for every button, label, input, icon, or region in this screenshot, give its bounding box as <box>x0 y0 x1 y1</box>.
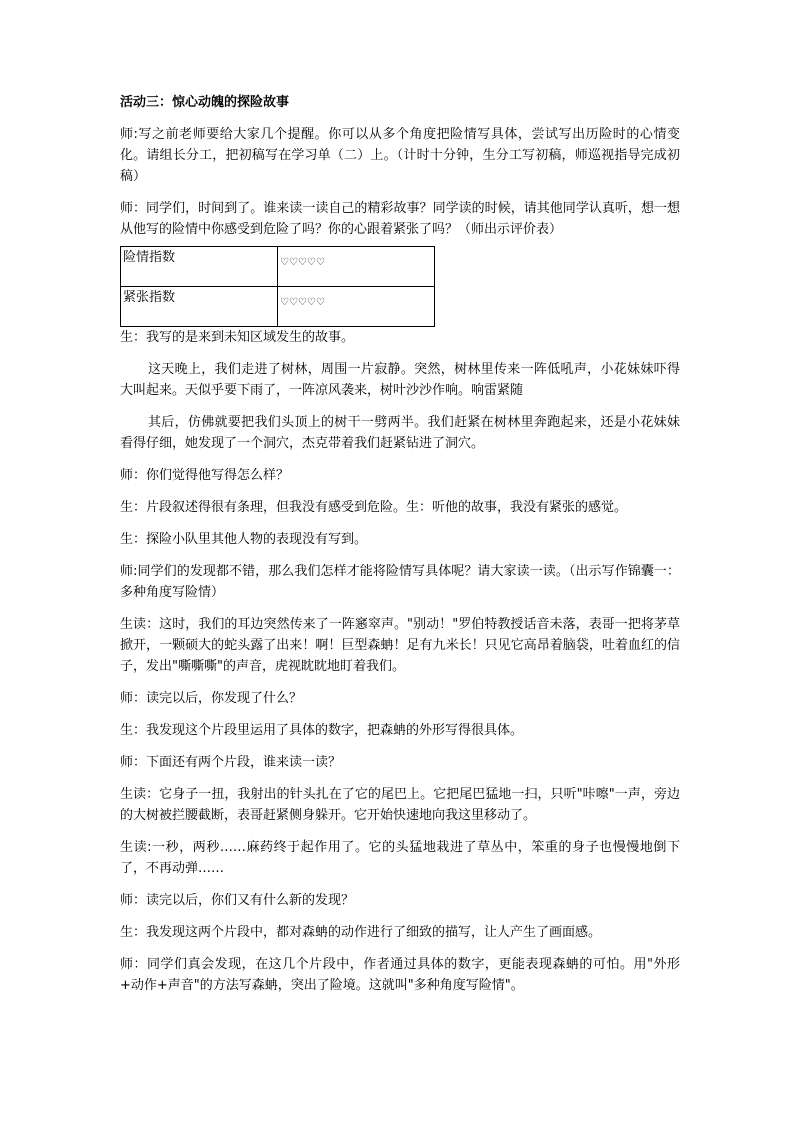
dialogue-paragraph: 生读：它身子一扭，我射出的针头扎在了它的尾巴上。它把尾巴猛地一扫，只听"咔嚓"一声，旁边的大树被拦腰截断，表哥赶紧侧身躲开。它开始快速地向我这里移动了。 <box>120 787 680 823</box>
evaluation-table <box>120 246 435 327</box>
dialogue-paragraph: 生读：这时，我们的耳边突然传来了一阵窸窣声。"别动！"罗伯特教授话音未落，表哥一把将茅草掀开，一颗硕大的蛇头露了出来！啊！巨型森蚺！足有九米长！只见它高昂着脑袋，吐着血红的信子，发出"嘶嘶嘶"的声音，虎视眈眈地盯着我们。 <box>120 617 680 674</box>
dialogue-paragraph: 师：读完以后，你们又有什么新的发现？ <box>120 893 355 908</box>
dialogue-paragraph: 生：探险小队里其他人物的表现没有写到。 <box>120 532 368 547</box>
story-paragraph: 其后，仿佛就要把我们头顶上的树干一劈两半。我们赶紧在树林里奔跑起来，还是小花妹妹看得仔细，她发现了一个洞穴，杰克带着我们赶紧钻进了洞穴。 <box>120 415 680 451</box>
dialogue-paragraph: 师：读完以后，你发现了什么？ <box>120 691 303 706</box>
document-page <box>120 92 680 1007</box>
student-intro-line: 生：我写的是来到未知区域发生的故事。 <box>120 330 355 345</box>
table-cell-label: 险情指数 <box>121 247 278 287</box>
dialogue-paragraph: 生：我发现这两个片段中，都对森蚺的动作进行了细致的描写，让人产生了画面感。 <box>120 925 602 940</box>
heart-rating-icons: ♡♡♡♡♡ <box>278 247 435 287</box>
dialogue-paragraph: 师：下面还有两个片段，谁来读一读？ <box>120 755 342 770</box>
dialogue-paragraph: 师：你们觉得他写得怎么样？ <box>120 468 290 483</box>
teacher-prompt-paragraph: 师：同学们，时间到了。谁来读一读自己的精彩故事？同学读的时候，请其他同学认真听，想一想从他写的险情中你感受到危险了吗？你的心跟着紧张了吗？（师出示评价表） <box>120 201 680 237</box>
dialogue-paragraph: 生：片段叙述得很有条理，但我没有感受到危险。生：听他的故事，我没有紧张的感觉。 <box>120 500 628 515</box>
story-paragraph: 这天晚上，我们走进了树林，周围一片寂静。突然，树林里传来一阵低吼声，小花妹妹吓得大叫起来。天似乎要下雨了，一阵凉风袭来，树叶沙沙作响。响雷紧随 <box>120 362 680 398</box>
teacher-reminder-paragraph: 师:写之前老师要给大家几个提醒。你可以从多个角度把险情写具体，尝试写出历险时的心情变化。请组长分工，把初稿写在学习单（二）上。（计时十分钟，生分工写初稿，师巡视指导完成初稿） <box>120 127 680 184</box>
dialogue-paragraph: 师:同学们的发现都不错，那么我们怎样才能将险情写具体呢？请大家读一读。（出示写作锦囊一：多种角度写险情） <box>120 564 680 600</box>
table-row <box>121 287 435 327</box>
table-row <box>121 247 435 287</box>
dialogue-paragraph: 师：同学们真会发现，在这几个片段中，作者通过具体的数字，更能表现森蚺的可怕。用"外形+动作+声音"的方法写森蚺，突出了险境。这就叫"多种角度写险情"。 <box>120 957 680 993</box>
table-cell-label: 紧张指数 <box>121 287 278 327</box>
section-title: 活动三：惊心动魄的探险故事 <box>120 95 290 110</box>
dialogue-paragraph: 生读:一秒，两秒……麻药终于起作用了。它的头猛地栽进了草丛中，笨重的身子也慢慢地倒下了，不再动弹…… <box>120 840 680 876</box>
dialogue-paragraph: 生：我发现这个片段里运用了具体的数字，把森蚺的外形写得很具体。 <box>120 723 524 738</box>
heart-rating-icons: ♡♡♡♡♡ <box>278 287 435 327</box>
